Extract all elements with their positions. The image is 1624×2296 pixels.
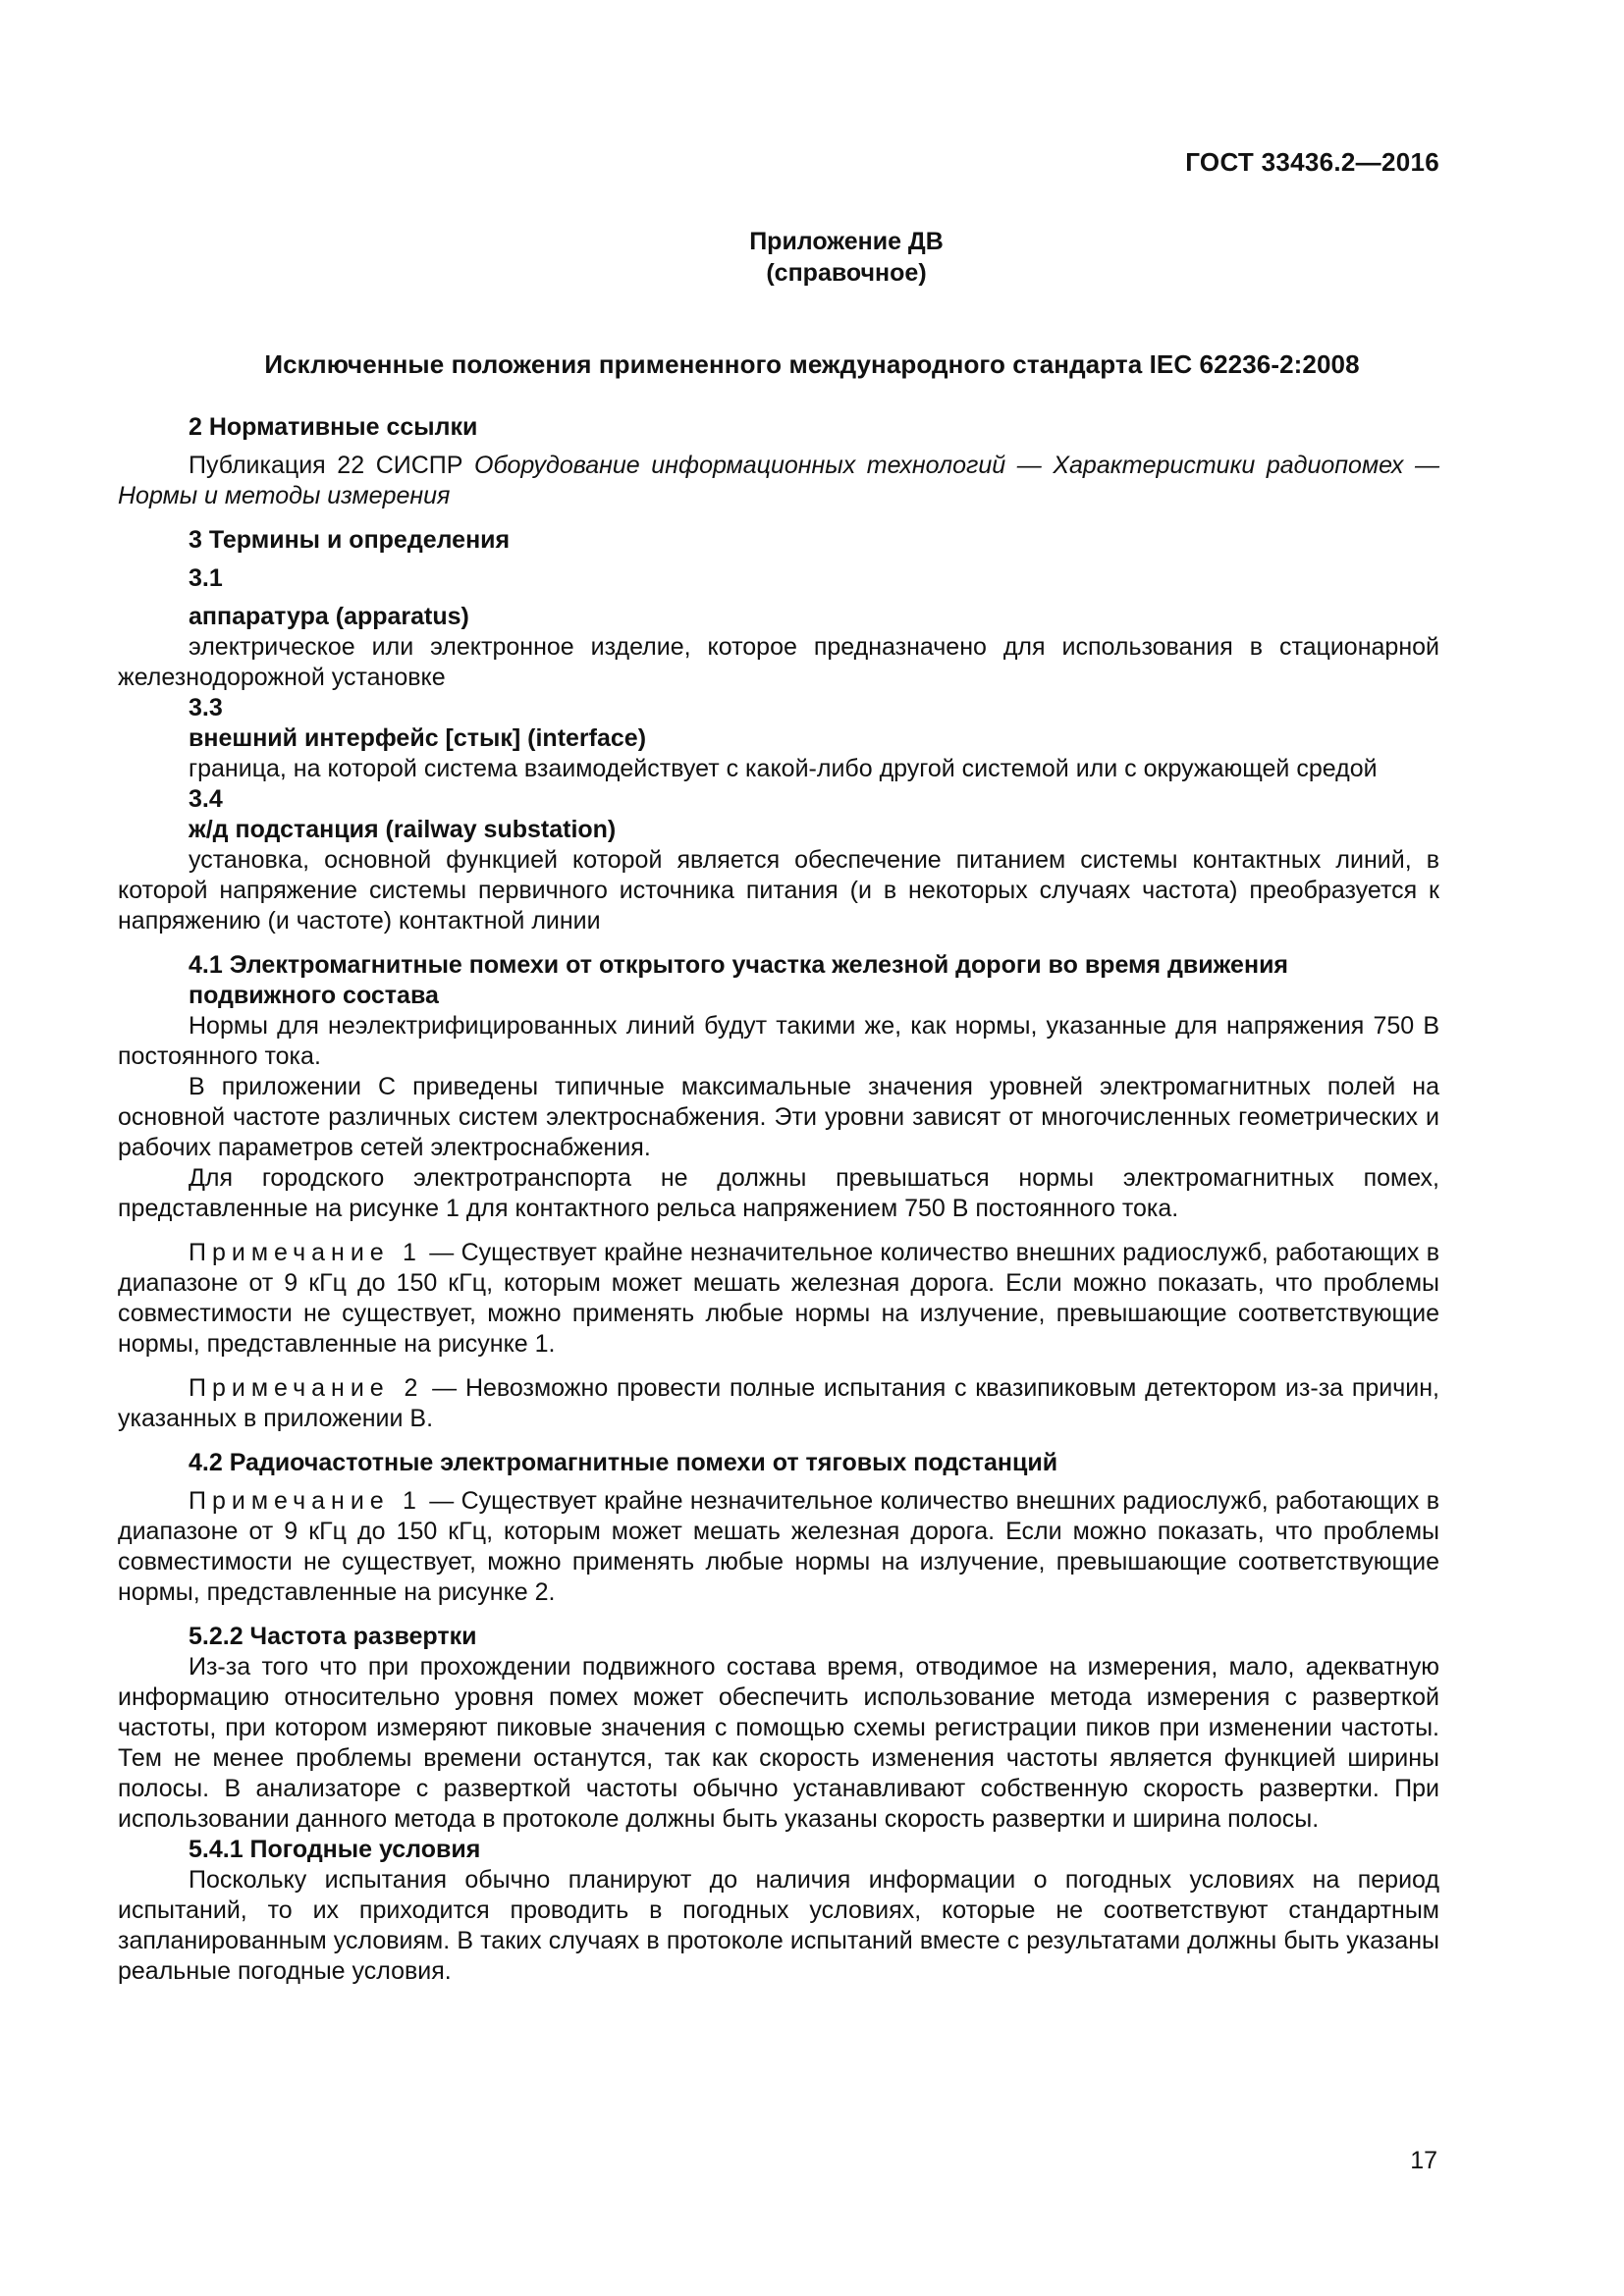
- term-3-4-definition: установка, основной функцией которой является обеспечение питанием системы контактных линий, в которой напряжение системы первичного источника питания (и в некоторых случаях частота) преобразуется к напряжению (и частоте) контактной линии: [118, 846, 1439, 934]
- section-4-2-heading: 4.2 Радиочастотные электромагнитные помехи от тяговых подстанций: [189, 1449, 1058, 1476]
- term-3-1-name: аппаратура (apparatus): [189, 603, 469, 630]
- section-4-1-heading-line1: 4.1 Электромагнитные помехи от открытого участка железной дороги во время движения: [189, 951, 1289, 979]
- note-text: — Невозможно провести полные испытания с квазипиковым детектором из-за причин, указанных в приложении В.: [118, 1374, 1439, 1432]
- term-3-1-definition: электрическое или электронное изделие, которое предназначено для использования в стационарной железнодорожной установке: [118, 633, 1439, 691]
- annex-title: Приложение ДВ: [749, 228, 944, 255]
- note-label: Примечание 1: [189, 1487, 422, 1515]
- section-5-4-1-paragraph: Поскольку испытания обычно планируют до наличия информации о погодных условиях на период испытаний, то их приходится проводить в погодных условиях, которые не соответствуют стандартным запланированным условиям. В таких случаях в протоколе испытаний вместе с результатами должны быть указаны реальные погодные условия.: [118, 1866, 1439, 1985]
- annex-header: [0, 226, 1624, 289]
- note-text: — Существует крайне незначительное количество внешних радиослужб, работающих в диапазоне от 9 кГц до 150 кГц, которым может мешать железная дорога. Если можно показать, что проблемы совместимости не существует, можно применять любые нормы на излучение, превышающие соответствующие нормы, представленные на рисунке 1.: [118, 1239, 1439, 1358]
- section-3-heading: 3 Термины и определения: [189, 526, 511, 554]
- section-4-1-paragraph-1: Нормы для неэлектрифицированных линий будут такими же, как нормы, указанные для напряжения 750 В постоянного тока.: [118, 1012, 1439, 1070]
- section-2-text-prefix: Публикация 22 СИСПР: [189, 452, 475, 479]
- section-4-1-paragraph-3: Для городского электротранспорта не должны превышаться нормы электромагнитных помех, представленные на рисунке 1 для контактного рельса напряжением 750 В постоянного тока.: [118, 1164, 1439, 1222]
- term-3-3-definition: граница, на которой система взаимодействует с какой-либо другой системой или с окружающей средой: [189, 755, 1378, 782]
- term-3-3-name: внешний интерфейс [стык] (interface): [189, 724, 647, 752]
- section-4-1-note-2: [118, 1373, 1439, 1434]
- annex-type: (справочное): [766, 259, 927, 287]
- section-2-text: [118, 451, 1439, 511]
- note-label: Примечание 1: [189, 1239, 422, 1266]
- section-4-2-note-1: [118, 1486, 1439, 1608]
- document-body: [118, 412, 1439, 1987]
- section-5-4-1-heading: 5.4.1 Погодные условия: [189, 1836, 481, 1863]
- term-3-3-number: 3.3: [189, 694, 223, 721]
- section-2-publication-title: Оборудование информационных технологий — Характеристики радиопомех — Нормы и методы измерения: [118, 452, 1439, 509]
- document-code: ГОСТ 33436.2—2016: [1185, 147, 1439, 177]
- section-4-1-heading-line2: подвижного состава: [189, 982, 439, 1009]
- section-5-2-2-paragraph: Из-за того что при прохождении подвижного состава время, отводимое на измерения, мало, адекватную информацию относительно уровня помех может обеспечить использование метода измерения с разверткой частоты, при котором измеряют пиковые значения с помощью схемы регистрации пиков при изменении частоты. Тем не менее проблемы времени останутся, так как скорость изменения частоты является функцией ширины полосы. В анализаторе с разверткой частоты обычно устанавливают собственную скорость развертки. При использовании данного метода в протоколе должны быть указаны скорость развертки и ширина полосы.: [118, 1653, 1439, 1833]
- note-label: Примечание 2: [189, 1374, 424, 1402]
- note-text: — Существует крайне незначительное количество внешних радиослужб, работающих в диапазоне от 9 кГц до 150 кГц, которым может мешать железная дорога. Если можно показать, что проблемы совместимости не существует, можно применять любые нормы на излучение, превышающие соответствующие нормы, представленные на рисунке 2.: [118, 1487, 1439, 1606]
- section-2-heading: 2 Нормативные ссылки: [189, 413, 478, 441]
- term-3-1-number: 3.1: [189, 564, 223, 592]
- section-4-1-note-1: [118, 1238, 1439, 1360]
- page-number: 17: [1410, 2147, 1437, 2174]
- section-4-1-paragraph-2: В приложении С приведены типичные максимальные значения уровней электромагнитных полей на основной частоте различных систем электроснабжения. Эти уровни зависят от многочисленных геометрических и рабочих параметров сетей электроснабжения.: [118, 1073, 1439, 1161]
- main-title: Исключенные положения примененного международного стандарта IEC 62236-2:2008: [264, 349, 1360, 379]
- term-3-4-number: 3.4: [189, 785, 223, 813]
- section-5-2-2-heading: 5.2.2 Частота развертки: [189, 1623, 477, 1650]
- section-4-1-heading: [118, 950, 1439, 1011]
- term-3-4-name: ж/д подстанция (railway substation): [189, 816, 617, 843]
